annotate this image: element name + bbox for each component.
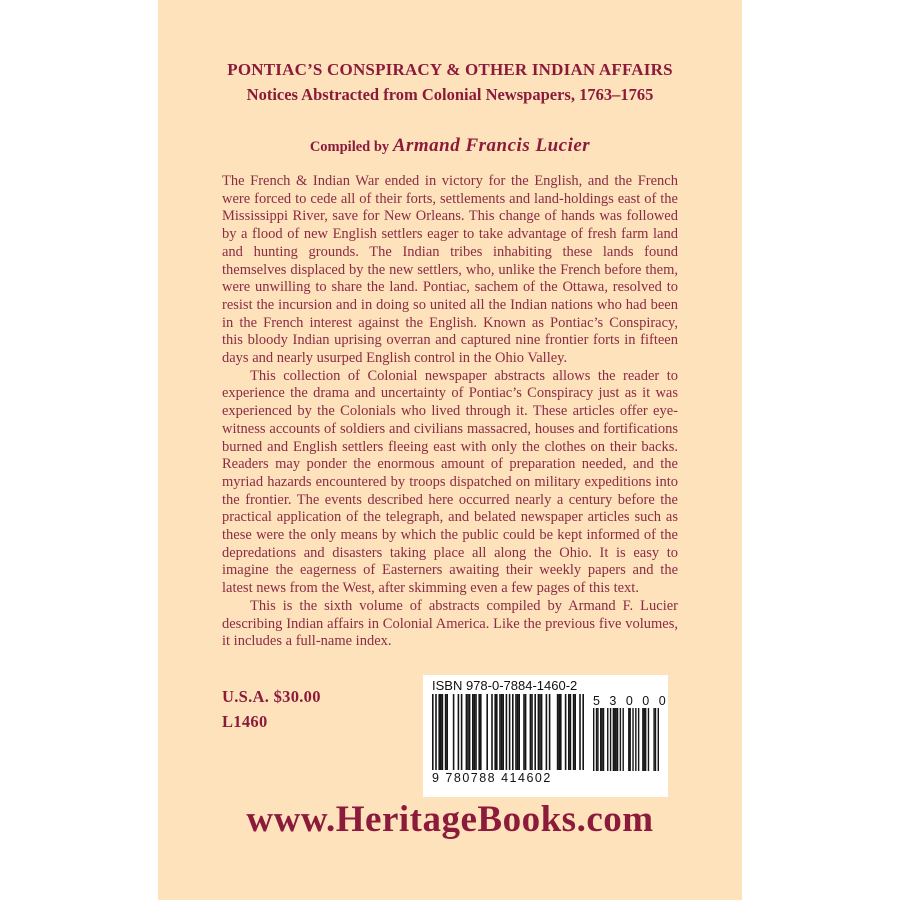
compiled-by-line	[158, 135, 742, 157]
isbn-barcode-block	[423, 675, 668, 797]
ean13-digits: 9 780788 414602	[432, 771, 552, 785]
book-subtitle: Notices Abstracted from Colonial Newspapers, 1763–1765	[246, 85, 654, 104]
publisher-website: www.HeritageBooks.com	[246, 799, 654, 840]
price-usa: U.S.A. $30.00	[222, 687, 321, 706]
catalog-number: L1460	[222, 712, 268, 731]
ean5-digits: 5 3 0 0 0	[593, 694, 669, 708]
book-title: PONTIAC’S CONSPIRACY & OTHER INDIAN AFFAIRS	[227, 60, 673, 79]
book-back-cover	[158, 0, 742, 900]
price-block	[222, 684, 321, 734]
compiled-by-label: Compiled by	[309, 139, 393, 155]
compiler-name: Armand Francis Lucier	[392, 135, 591, 156]
description-paragraph: This is the sixth volume of abstracts compiled by Armand F. Lucier describing Indian affairs in Colonial America. Like the previous five volumes, it includes a full-name index.	[222, 597, 678, 650]
description-paragraph: This collection of Colonial newspaper abstracts allows the reader to experience the drama and uncertainty of Pontiac’s Conspiracy just as it was experienced by the Colonials who lived through it. These articles offer eye-witness accounts of soldiers and civilians massacred, houses and fortifications burned and English settlers fleeing east with only the clothes on their backs. Readers may ponder the enormous amount of preparation needed, and the myriad hazards encountered by troops dispatched on military expeditions into the frontier. The events described here occurred nearly a century before the practical application of the telegraph, and belated newspaper articles such as these were the only means by which the public could be kept informed of the depredations and disasters taking place all along the Ohio. It is easy to imagine the eagerness of Easterners awaiting their weekly papers and the latest news from the West, after skimming even a few pages of this text.	[222, 367, 678, 597]
barcode-row	[432, 694, 669, 785]
ean13-bars-image	[432, 694, 584, 770]
ean13-barcode	[432, 694, 584, 785]
ean5-bars-image	[593, 708, 659, 771]
isbn-label: ISBN 978-0-7884-1460-2	[432, 678, 578, 693]
back-cover-description	[222, 173, 678, 681]
ean5-supplement-barcode	[593, 694, 669, 771]
description-paragraph: The French & Indian War ended in victory for the English, and the French were forced to cede all of their forts, settlements and land-holdings east of the Mississippi River, save for New Orleans. This change of hands was followed by a flood of new English settlers eager to take advantage of fresh farm land and hunting grounds. The Indian tribes inhabiting these lands found themselves displaced by the new settlers, who, unlike the French before them, were unwilling to share the land. Pontiac, sachem of the Ottawa, resolved to resist the incursion and in doing so united all the Indian nations who had been in the French interest against the English. Known as Pontiac’s Conspiracy, this bloody Indian uprising overran and captured nine frontier forts in fifteen days and nearly usurped English control in the Ohio Valley.	[222, 173, 678, 367]
